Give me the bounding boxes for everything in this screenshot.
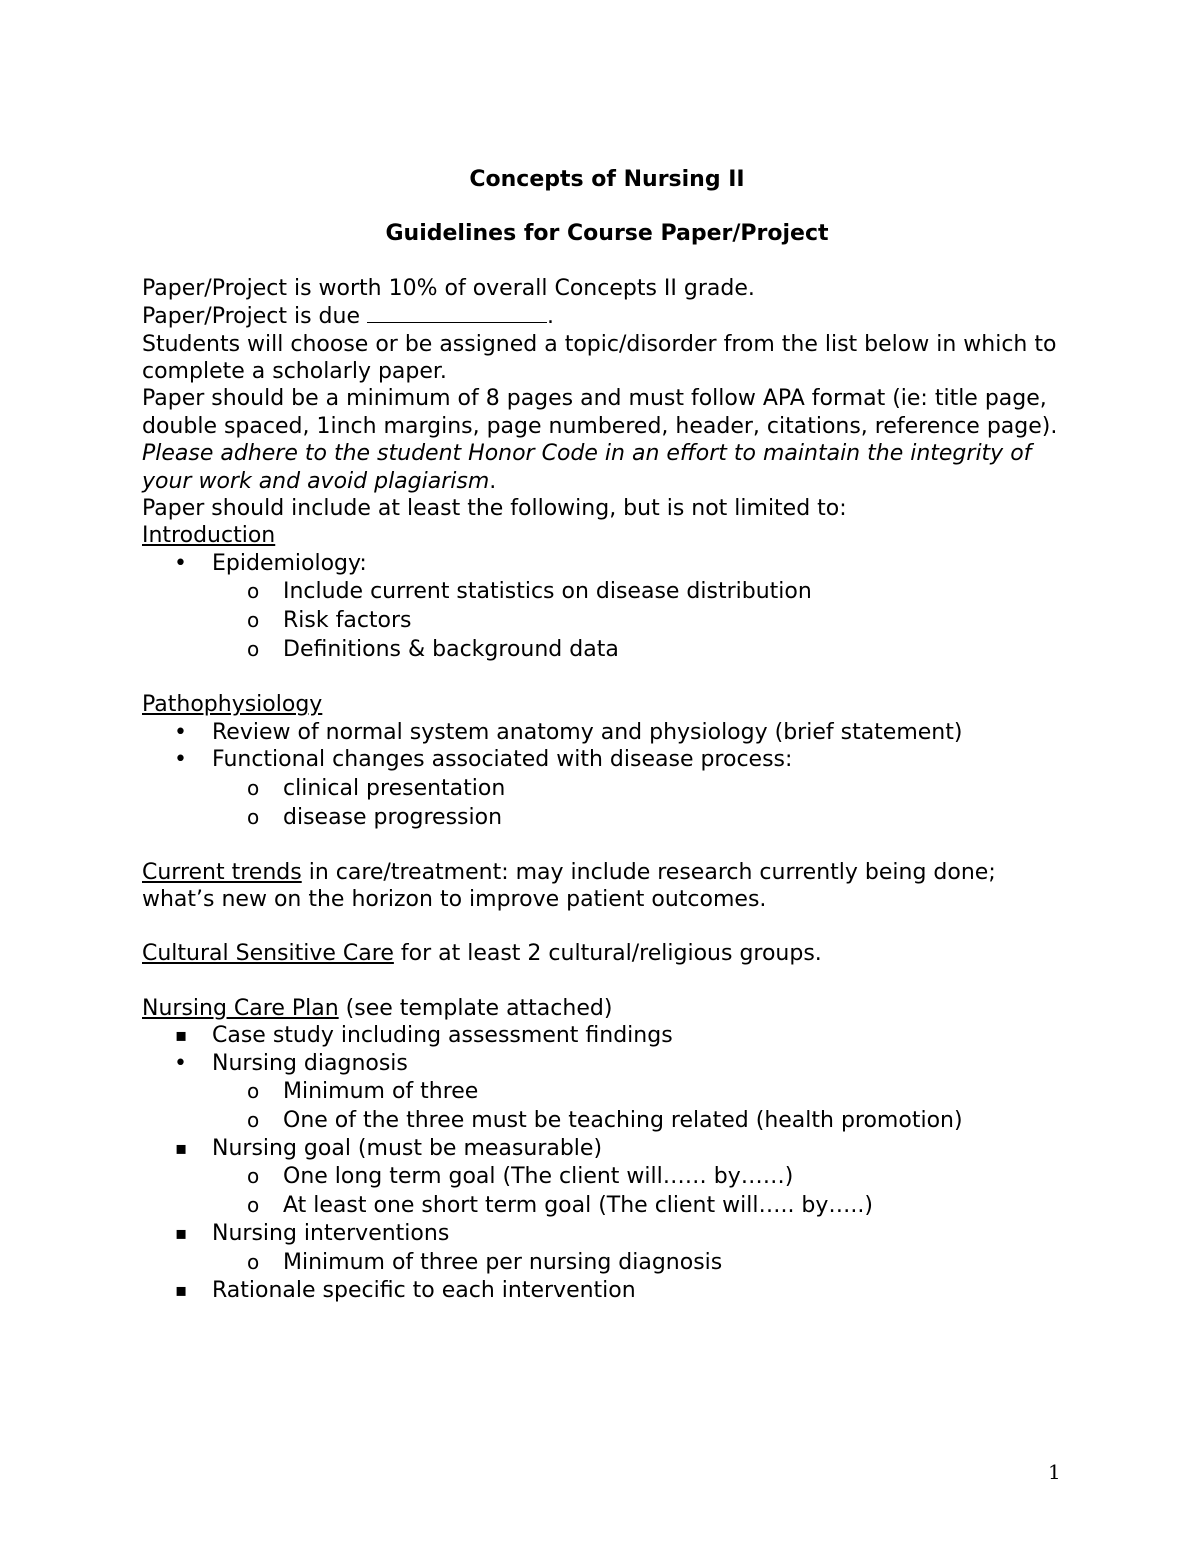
worth-line: Paper/Project is worth 10% of overall Concepts II grade. <box>142 275 755 301</box>
include-line: Paper should include at least the following, but is not limited to: <box>142 496 847 522</box>
introduction-list <box>142 550 1072 664</box>
list-item: o Minimum of three <box>142 1077 1072 1106</box>
cultural-paragraph: Cultural Sensitive Care for at least 2 cultural/religious groups. <box>142 941 822 967</box>
list-item: ▪ Nursing interventions <box>142 1220 1072 1247</box>
list-item: o One long term goal (The client will…… by……) <box>142 1162 1072 1191</box>
choose-line: Students will choose or be assigned a topic/disorder from the list below in which to complete a scholarly paper. <box>142 331 1057 385</box>
due-date-blank <box>367 302 547 323</box>
pathophysiology-heading: Pathophysiology <box>142 692 323 718</box>
list-item: • Functional changes associated with disease process: <box>142 746 1072 773</box>
list-item: o Definitions & background data <box>142 635 1072 664</box>
list-item: • Review of normal system anatomy and physiology (brief statement) <box>142 719 1072 746</box>
list-item: o clinical presentation <box>142 774 1072 803</box>
cultural-heading: Cultural Sensitive Care <box>142 941 394 967</box>
careplan-heading: Nursing Care Plan <box>142 995 339 1021</box>
trends-heading: Current trends <box>142 859 302 885</box>
list-item: ▪ Rationale specific to each intervention <box>142 1277 1072 1304</box>
document-content <box>142 166 1072 1304</box>
list-item: o Include current statistics on disease distribution <box>142 577 1072 606</box>
introduction-heading: Introduction <box>142 523 276 549</box>
document-title: Concepts of Nursing II <box>469 167 745 192</box>
careplan-list <box>142 1022 1072 1304</box>
list-item: o Minimum of three per nursing diagnosis <box>142 1248 1072 1277</box>
honor-code-note: Please adhere to the student Honor Code in an effort to maintain the integrity of your work and avoid plagiarism <box>142 441 1032 494</box>
pathophysiology-list <box>142 719 1072 832</box>
due-prefix: Paper/Project is due <box>142 304 360 330</box>
due-line: Paper/Project is due . <box>142 304 554 330</box>
list-item: o disease progression <box>142 803 1072 832</box>
format-line: Paper should be a minimum of 8 pages and must follow APA format (ie: title page, double spaced, 1inch margins, page numbered, header, citations, reference page). Please adhere to the student Honor Code in an effort to maintain the integrity of your work and avoid plagiarism. <box>142 386 1058 494</box>
trends-paragraph: Current trends in care/treatment: may include research currently being done; what’s new on the horizon to improve patient outcomes. <box>142 859 996 912</box>
list-item: o One of the three must be teaching related (health promotion) <box>142 1106 1072 1135</box>
list-item: ▪ Case study including assessment findings <box>142 1022 1072 1049</box>
list-item: • Nursing diagnosis <box>142 1050 1072 1077</box>
list-item: o At least one short term goal (The client will….. by…..) <box>142 1191 1072 1220</box>
page-number: 1 <box>1048 1460 1061 1484</box>
careplan-paragraph: Nursing Care Plan (see template attached) <box>142 995 613 1021</box>
list-item: • Epidemiology: <box>142 550 1072 577</box>
document-subtitle: Guidelines for Course Paper/Project <box>385 221 829 247</box>
list-item: ▪ Nursing goal (must be measurable) <box>142 1135 1072 1162</box>
list-item: o Risk factors <box>142 606 1072 635</box>
